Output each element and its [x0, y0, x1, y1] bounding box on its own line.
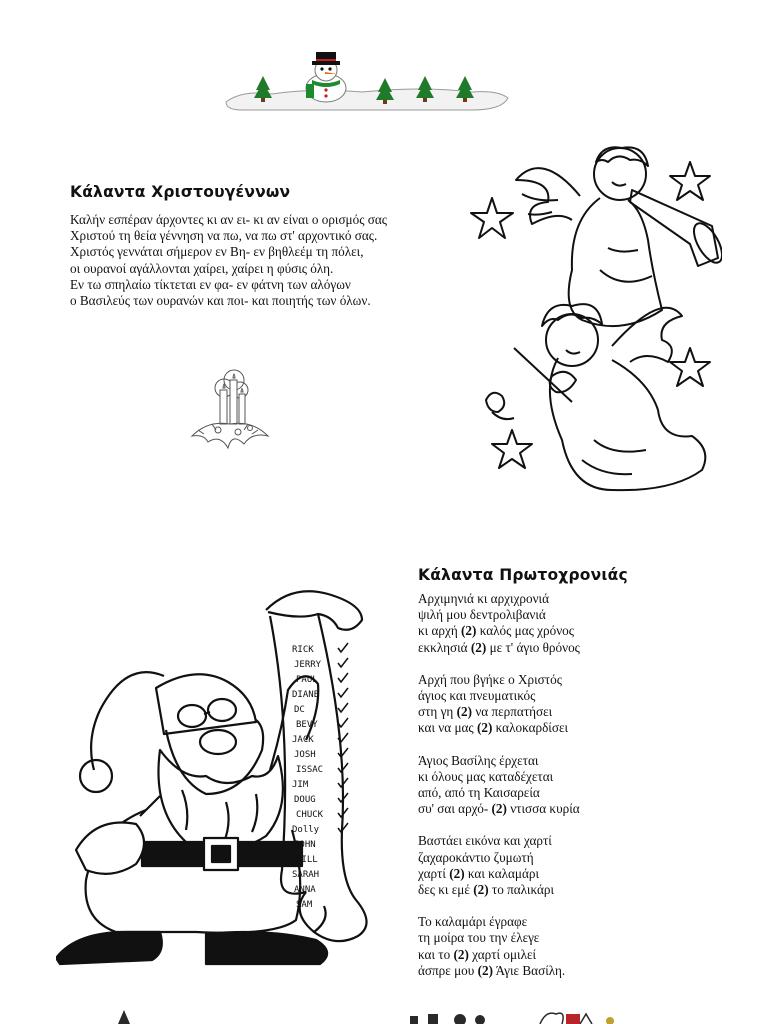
lyric-text: Αρχή που βγήκε ο Χριστός: [418, 671, 562, 687]
lyric-line: οι ουρανοί αγάλλονται χαίρει, χαίρει η φύσις όλη.: [70, 260, 334, 276]
lyric-text: χαρτί ομιλεί: [468, 946, 537, 962]
repeat-marker: (2): [477, 962, 493, 978]
christmas-candles-icon: [188, 366, 272, 456]
repeat-marker: (2): [461, 623, 477, 639]
lyric-line: [418, 914, 580, 930]
lyric-text: και καλαμάρι: [464, 865, 540, 881]
newyear-stanza: [418, 672, 580, 737]
scroll-name: JERRY: [294, 660, 322, 670]
lyric-text: και να μας: [418, 720, 477, 736]
lyric-text: το παλικάρι: [488, 882, 555, 898]
repeat-marker: (2): [473, 882, 489, 898]
newyear-stanza: [418, 833, 580, 898]
scroll-name: ANNA: [294, 885, 316, 895]
lyric-text: στη γη: [418, 704, 457, 720]
scroll-name: BEVY: [296, 720, 318, 730]
repeat-marker: (2): [470, 639, 487, 655]
lyric-line: [418, 720, 580, 736]
lyric-line: [418, 769, 580, 785]
check-mark-icon: [338, 703, 348, 712]
lyric-line: Εν τω σπηλαίω τίκτεται εν φα- εν φάτνη των αλόγων: [70, 276, 351, 292]
lyric-line: [418, 753, 580, 769]
check-mark-icon: [338, 748, 348, 757]
lyric-text: καλός μας χρόνος: [476, 623, 574, 639]
lyric-text: ζαχαροκάντιο ζυμωτή: [418, 849, 534, 865]
lyric-line: [418, 640, 580, 656]
lyric-text: ψιλή μου δεντρολιβανιά: [418, 607, 546, 623]
lyric-line: [418, 688, 580, 704]
christmas-carol-title: Κάλαντα Χριστουγέννων: [70, 183, 291, 201]
santa-with-list-icon: [56, 580, 396, 970]
scroll-name: JACK: [292, 735, 314, 745]
lyric-line: [418, 607, 580, 623]
lyric-text: ντισσα κυρία: [506, 801, 580, 817]
lyric-text: κι όλους μας καταδέχεται: [418, 768, 554, 784]
scroll-name: JOHN: [294, 840, 316, 850]
lyric-line: [418, 930, 580, 946]
lyric-line: [418, 591, 580, 607]
scroll-name: JIM: [292, 780, 309, 790]
scroll-name: SAM: [296, 900, 313, 910]
lyric-line: [418, 833, 580, 849]
lyric-text: με τ' άγιο θρόνος: [486, 639, 580, 655]
scroll-name: SARAH: [292, 870, 320, 880]
newyear-carol-title: Κάλαντα Πρωτοχρονιάς: [418, 566, 628, 584]
lyric-text: Βαστάει εικόνα και χαρτί: [418, 833, 552, 849]
angels-with-instruments-icon: [462, 140, 722, 500]
scroll-name: DOUG: [294, 795, 316, 805]
scroll-name: DIANE: [292, 690, 320, 700]
footer-decorations-icon: [110, 1008, 670, 1024]
scroll-name: CHUCK: [296, 810, 324, 820]
newyear-carol-lyrics: [418, 591, 580, 995]
lyric-line: [418, 672, 580, 688]
snowman-banner-icon: [222, 44, 512, 116]
lyric-text: άγιος και πνευματικός: [418, 688, 536, 704]
lyric-line: [418, 882, 580, 898]
lyric-text: συ' σαι αρχό-: [418, 801, 492, 817]
lyric-line: [418, 623, 580, 639]
lyric-text: δες κι εμέ: [418, 882, 474, 898]
lyric-line: [418, 801, 580, 817]
lyric-line: [418, 785, 580, 801]
check-mark-icon: [338, 688, 348, 697]
lyric-line: Χριστός γεννάται σήμερον εν Βη- εν βηθλεέμ τη πόλει,: [70, 244, 364, 260]
lyric-text: κι αρχή: [418, 623, 462, 639]
lyric-text: να περπατήσει: [472, 704, 553, 720]
scroll-name: Dolly: [292, 825, 320, 835]
lyric-text: Αρχιμηνιά κι αρχιχρονιά: [418, 591, 550, 606]
repeat-marker: (2): [449, 865, 465, 881]
lyric-text: και το: [418, 946, 454, 962]
christmas-carol-lyrics: [70, 212, 387, 309]
lyric-line: Καλήν εσπέραν άρχοντες κι αν ει- κι αν είναι ο ορισμός σας: [70, 212, 387, 227]
repeat-marker: (2): [456, 704, 473, 720]
scroll-name: DC: [294, 705, 305, 715]
scroll-name: RICK: [292, 645, 314, 655]
lyric-text: Άγιος Βασίλης έρχεται: [418, 752, 539, 768]
lyric-text: καλοκαρδίσει: [492, 720, 569, 736]
lyric-line: [418, 963, 580, 979]
lyric-line: [418, 850, 580, 866]
newyear-stanza: [418, 591, 580, 656]
lyric-text: τη μοίρα του την έλεγε: [418, 930, 540, 946]
scroll-name: ISSAC: [296, 765, 324, 775]
newyear-stanza: [418, 914, 580, 979]
check-mark-icon: [338, 718, 348, 727]
scroll-name: PAUL: [296, 675, 318, 685]
lyric-text: Άγιε Βασίλη.: [492, 962, 566, 978]
lyric-text: από, από τη Καισαρεία: [418, 785, 540, 801]
lyric-text: Το καλαμάρι έγραφε: [418, 914, 528, 930]
lyric-text: χαρτί: [418, 865, 450, 881]
lyric-line: ο Βασιλεύς των ουρανών και ποι- και ποιητής των όλων.: [70, 293, 371, 309]
check-mark-icon: [338, 658, 348, 667]
lyric-line: [418, 866, 580, 882]
scroll-name: BILL: [296, 855, 318, 865]
scroll-name: JOSH: [294, 750, 316, 760]
repeat-marker: (2): [453, 946, 469, 962]
lyric-line: Χριστού τη θεία γέννηση να πω, να πω στ' αρχοντικό σας.: [70, 228, 378, 244]
check-mark-icon: [338, 643, 348, 652]
lyric-line: [418, 704, 580, 720]
lyric-line: [418, 947, 580, 963]
repeat-marker: (2): [476, 720, 493, 736]
check-mark-icon: [338, 673, 348, 682]
lyric-text: εκκλησιά: [418, 639, 471, 655]
lyric-text: άσπρε μου: [418, 962, 478, 978]
newyear-stanza: [418, 753, 580, 818]
repeat-marker: (2): [491, 801, 507, 817]
